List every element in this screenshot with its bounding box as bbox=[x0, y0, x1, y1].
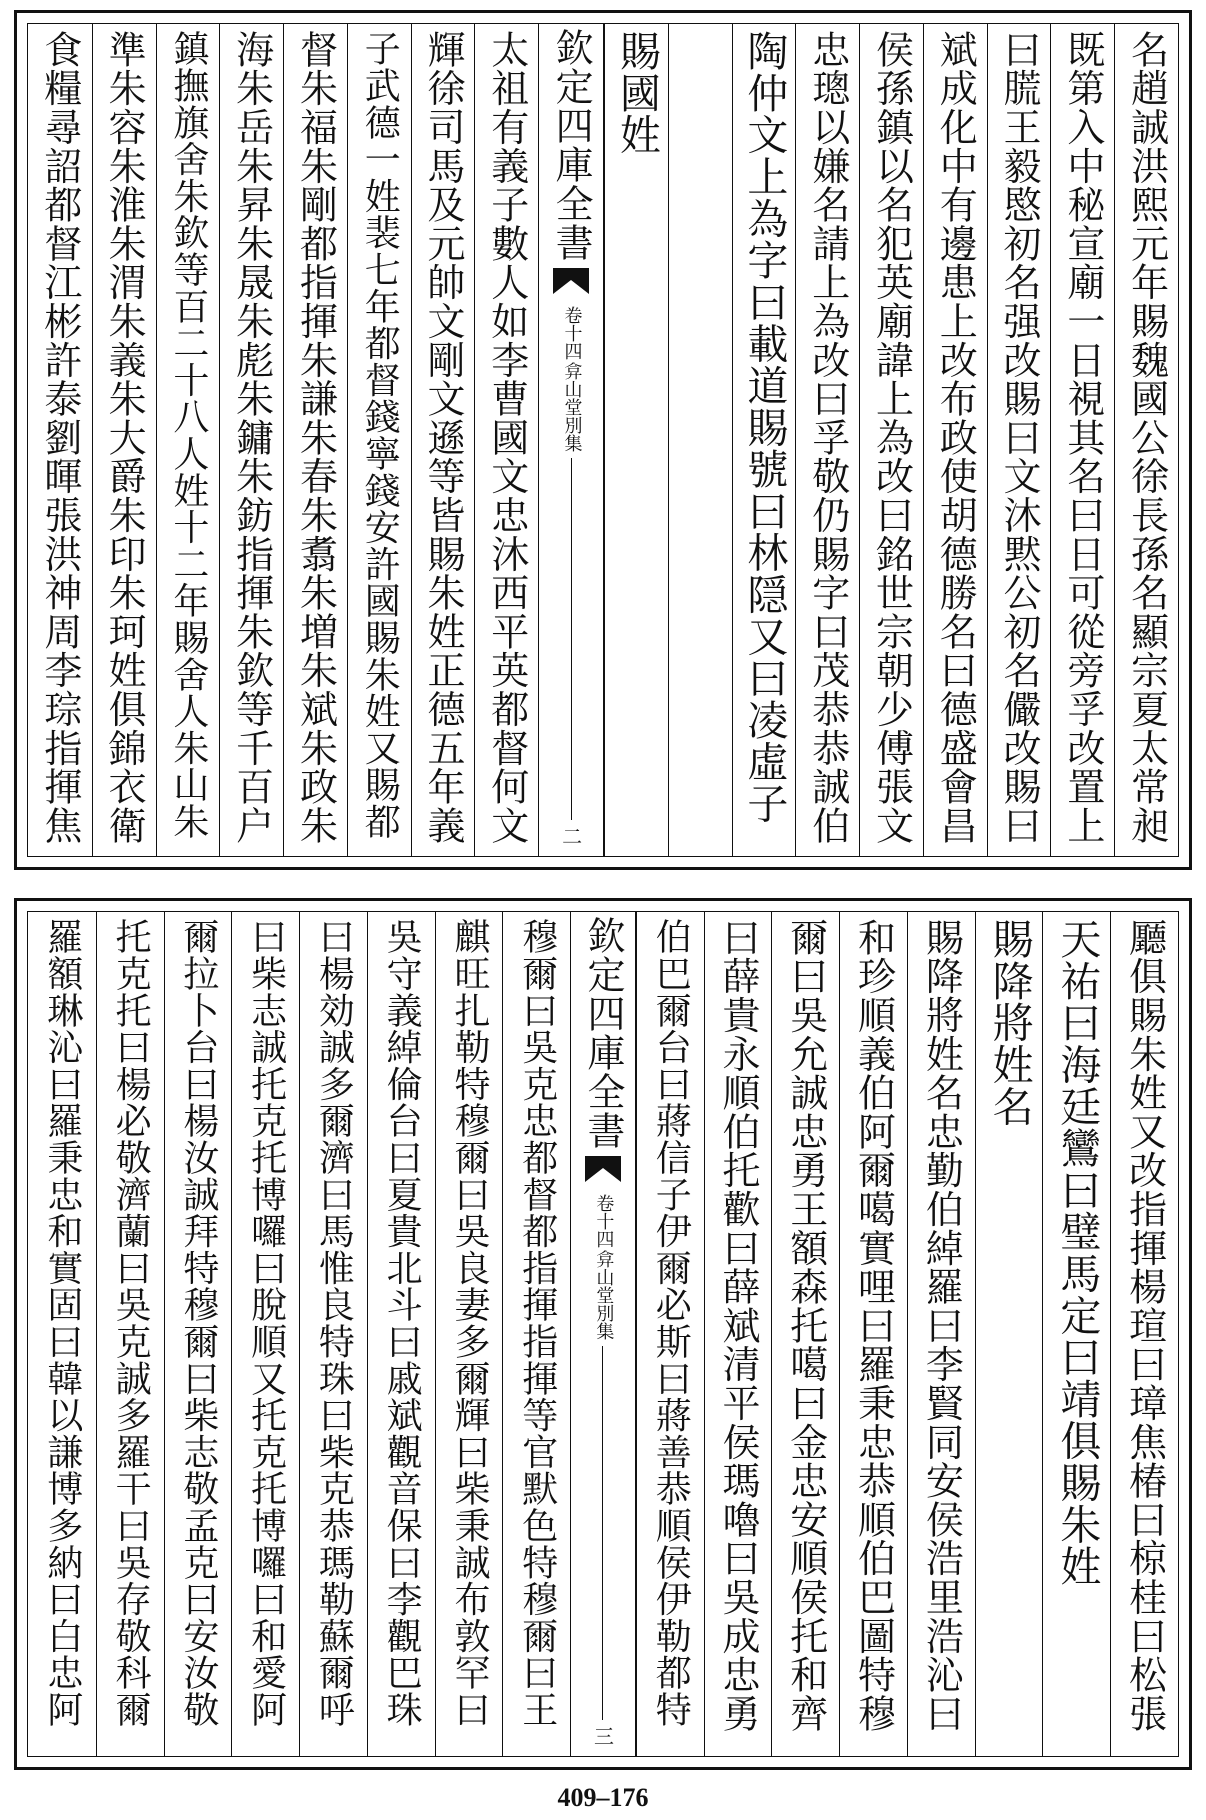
text-column bbox=[502, 912, 570, 1756]
text-column bbox=[975, 912, 1043, 1756]
text-line: 太祖有義子數人如李曹國文忠沐西平英都督何文 bbox=[484, 30, 529, 845]
text-column bbox=[795, 24, 859, 856]
text-line: 曰楊効誠多爾濟曰馬惟良特珠曰柴克恭瑪勒蘇爾呼 bbox=[313, 918, 355, 1728]
text-column bbox=[907, 912, 975, 1756]
text-column bbox=[367, 912, 435, 1756]
text-column bbox=[219, 24, 283, 856]
collection-name: 弇山堂別集 bbox=[561, 362, 583, 452]
text-column bbox=[474, 24, 538, 856]
text-line: 托克托曰楊必敬濟蘭曰吳克誠多羅干曰吳存敬科爾 bbox=[110, 918, 152, 1728]
text-column bbox=[92, 24, 156, 856]
text-column bbox=[604, 24, 668, 856]
text-line: 海朱岳朱昇朱晟朱彪朱鏞朱鈁指揮朱欽等千百户 bbox=[229, 30, 274, 845]
text-column bbox=[164, 912, 232, 1756]
text-line: 羅額琳沁曰羅秉忠和實固曰韓以謙博多納曰白忠阿 bbox=[41, 918, 83, 1728]
center-fold-margin bbox=[538, 24, 604, 856]
page-bottom bbox=[14, 898, 1192, 1770]
text-column bbox=[668, 24, 732, 856]
fish-tail-mark-icon bbox=[583, 1154, 623, 1188]
volume-number: 卷十四 bbox=[561, 306, 583, 360]
text-line: 和珍順義伯阿爾噶實哩曰羅秉忠恭順伯巴圖特穆 bbox=[851, 918, 896, 1733]
page-top bbox=[14, 10, 1192, 870]
book-title: 欽定四庫全書 bbox=[580, 916, 625, 1150]
text-line: 賜國姓 bbox=[612, 30, 661, 156]
page-bottom-frame bbox=[27, 911, 1179, 1757]
text-line: 子武德一姓裴七年都督錢寧錢安許國賜朱姓又賜都 bbox=[359, 30, 401, 840]
text-line: 準朱容朱淮朱渭朱義朱大爵朱印朱珂姓俱錦衣衛 bbox=[102, 30, 147, 845]
text-column bbox=[28, 912, 96, 1756]
text-column bbox=[28, 24, 92, 856]
text-column bbox=[1050, 24, 1114, 856]
text-line: 食糧尋詔都督江彬許泰劉暉張洪神周李琮指揮焦 bbox=[37, 30, 82, 845]
text-column bbox=[636, 912, 704, 1756]
text-line: 忠璁以嫌名請上為改曰孚敬仍賜字曰茂恭恭誠伯 bbox=[805, 30, 850, 845]
text-line: 曰柴志誠托克托博囉曰脫順又托克托博囉曰和愛阿 bbox=[245, 918, 287, 1728]
text-column bbox=[704, 912, 772, 1756]
text-column bbox=[411, 24, 475, 856]
text-line: 曰薛貴永順伯托歡曰薛斌清平侯瑪嚕曰吳成忠勇 bbox=[716, 918, 761, 1733]
text-column bbox=[96, 912, 164, 1756]
volume-info bbox=[562, 306, 581, 452]
text-column bbox=[839, 912, 907, 1756]
text-line: 爾曰吳允誠忠勇王額森托噶曰金忠安順侯托和齊 bbox=[783, 918, 828, 1733]
text-column bbox=[1110, 912, 1178, 1756]
text-line: 名趙誠洪熙元年賜魏國公徐長孫名顯宗夏太常昶 bbox=[1124, 30, 1169, 845]
text-column bbox=[771, 912, 839, 1756]
text-column bbox=[347, 24, 411, 856]
text-column bbox=[435, 912, 503, 1756]
fold-line bbox=[602, 1346, 603, 1720]
page-top-frame bbox=[27, 23, 1179, 857]
text-column bbox=[231, 912, 299, 1756]
folio-number: 三 bbox=[590, 1726, 615, 1746]
text-line: 吳守義綽倫台曰夏貴北斗曰戚斌觀音保曰李觀巴珠 bbox=[381, 918, 423, 1728]
fish-tail-mark-icon bbox=[551, 266, 591, 300]
text-line: 爾拉卜台曰楊汝誠拜特穆爾曰柴志敬孟克曰安汝敬 bbox=[177, 918, 219, 1728]
center-fold-margin bbox=[570, 912, 636, 1756]
text-line: 㕔俱賜朱姓又改指揮楊瑄曰璋焦椿曰椋桂曰松張 bbox=[1122, 918, 1167, 1733]
text-line: 既第入中秘宣廟一日視其名曰日可從旁孚改置上 bbox=[1060, 30, 1105, 845]
text-line: 曰㬻王毅愍初名强改賜曰文沐黙公初名儼改賜曰 bbox=[997, 30, 1042, 845]
text-column bbox=[859, 24, 923, 856]
text-column bbox=[987, 24, 1051, 856]
text-column bbox=[299, 912, 367, 1756]
text-line: 陶仲文上為字曰載道賜號曰林隠又曰凌虛子 bbox=[740, 30, 789, 825]
page-number: 409–176 bbox=[557, 1783, 649, 1812]
text-column bbox=[156, 24, 220, 856]
text-column bbox=[1114, 24, 1178, 856]
text-line: 侯孫鎮以名犯英廟諱上為改曰銘世宗朝少傅張文 bbox=[869, 30, 914, 845]
volume-number: 卷十四 bbox=[593, 1194, 615, 1248]
text-line: 賜降將姓名 bbox=[985, 918, 1034, 1127]
text-line: 輝徐司馬及元帥文剛文遜等皆賜朱姓正德五年義 bbox=[421, 30, 466, 845]
text-column bbox=[1042, 912, 1110, 1756]
text-line: 斌成化中有邊患上改布政使胡德勝名曰德盛會昌 bbox=[933, 30, 978, 845]
collection-name: 弇山堂別集 bbox=[593, 1250, 615, 1340]
text-line: 天祐曰海廷鸞曰璧馬定曰靖俱賜朱姓 bbox=[1053, 918, 1102, 1587]
text-line: 督朱福朱剛都指揮朱謙朱春朱翥朱増朱斌朱政朱 bbox=[293, 30, 338, 845]
volume-info bbox=[594, 1194, 613, 1340]
fold-line bbox=[571, 458, 572, 820]
folio-number: 二 bbox=[558, 826, 583, 846]
text-line: 鎮撫旗舍朱欽等百二十八人姓十二年賜舍人朱山朱 bbox=[167, 30, 209, 840]
text-line: 伯巴爾台曰蔣信子伊爾必斯曰蔣善恭順侯伊勒都特 bbox=[650, 918, 692, 1728]
text-line: 賜降將姓名忠勤伯綽羅曰李賢同安侯浩里浩沁曰 bbox=[919, 918, 964, 1733]
book-title: 欽定四庫全書 bbox=[549, 28, 594, 262]
text-line: 麒旺扎勒特穆爾曰吳良妻多爾輝曰柴秉誠布敦罕曰 bbox=[448, 918, 490, 1728]
text-column bbox=[283, 24, 347, 856]
text-column bbox=[732, 24, 796, 856]
text-column bbox=[923, 24, 987, 856]
text-line: 穆爾曰吳克忠都督都指揮指揮等官默色特穆爾曰王 bbox=[516, 918, 558, 1728]
